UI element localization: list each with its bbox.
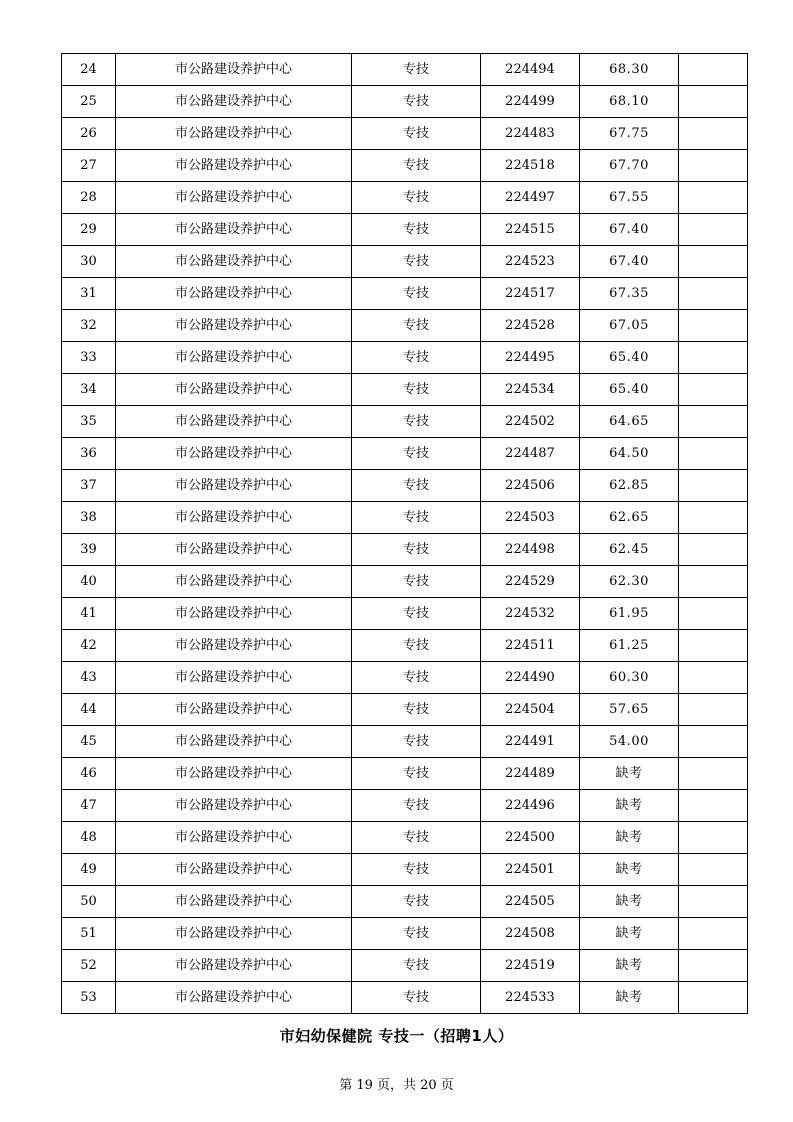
remark-cell [679,374,748,406]
exam-id-cell: 224528 [481,310,580,342]
unit-cell: 市公路建设养护中心 [116,726,352,758]
remark-cell [679,950,748,982]
position-cell: 专技 [352,662,481,694]
remark-cell [679,822,748,854]
score-cell: 57.65 [580,694,679,726]
score-cell: 68.10 [580,86,679,118]
row-number-cell: 53 [62,982,116,1014]
exam-id-cell: 224495 [481,342,580,374]
table-row [62,982,748,1014]
exam-id-cell: 224503 [481,502,580,534]
score-cell: 54.00 [580,726,679,758]
table-row [62,630,748,662]
exam-id-cell: 224483 [481,118,580,150]
row-number-cell: 37 [62,470,116,502]
score-cell: 缺考 [580,918,679,950]
row-number-cell: 38 [62,502,116,534]
remark-cell [679,982,748,1014]
score-cell: 65.40 [580,374,679,406]
exam-id-cell: 224491 [481,726,580,758]
position-cell: 专技 [352,374,481,406]
row-number-cell: 43 [62,662,116,694]
row-number-cell: 46 [62,758,116,790]
position-cell: 专技 [352,694,481,726]
score-cell: 缺考 [580,790,679,822]
position-cell: 专技 [352,790,481,822]
row-number-cell: 25 [62,86,116,118]
remark-cell [679,918,748,950]
score-cell: 67.40 [580,246,679,278]
table-row [62,822,748,854]
exam-id-cell: 224505 [481,886,580,918]
row-number-cell: 34 [62,374,116,406]
score-cell: 60.30 [580,662,679,694]
row-number-cell: 45 [62,726,116,758]
results-table [61,53,748,1014]
table-row [62,310,748,342]
score-cell: 65.40 [580,342,679,374]
remark-cell [679,598,748,630]
remark-cell [679,118,748,150]
row-number-cell: 36 [62,438,116,470]
remark-cell [679,278,748,310]
unit-cell: 市公路建设养护中心 [116,470,352,502]
unit-cell: 市公路建设养护中心 [116,214,352,246]
unit-cell: 市公路建设养护中心 [116,854,352,886]
table-row [62,278,748,310]
remark-cell [679,470,748,502]
unit-cell: 市公路建设养护中心 [116,598,352,630]
unit-cell: 市公路建设养护中心 [116,54,352,86]
unit-cell: 市公路建设养护中心 [116,790,352,822]
row-number-cell: 30 [62,246,116,278]
position-cell: 专技 [352,534,481,566]
score-cell: 68.30 [580,54,679,86]
position-cell: 专技 [352,118,481,150]
unit-cell: 市公路建设养护中心 [116,662,352,694]
remark-cell [679,406,748,438]
unit-cell: 市公路建设养护中心 [116,342,352,374]
table-row [62,374,748,406]
unit-cell: 市公路建设养护中心 [116,502,352,534]
position-cell: 专技 [352,214,481,246]
table-row [62,150,748,182]
position-cell: 专技 [352,54,481,86]
position-cell: 专技 [352,630,481,662]
score-cell: 缺考 [580,758,679,790]
row-number-cell: 42 [62,630,116,662]
position-cell: 专技 [352,886,481,918]
unit-cell: 市公路建设养护中心 [116,406,352,438]
unit-cell: 市公路建设养护中心 [116,630,352,662]
score-cell: 缺考 [580,886,679,918]
exam-id-cell: 224532 [481,598,580,630]
remark-cell [679,726,748,758]
remark-cell [679,662,748,694]
score-cell: 缺考 [580,950,679,982]
remark-cell [679,566,748,598]
remark-cell [679,214,748,246]
score-cell: 62.65 [580,502,679,534]
position-cell: 专技 [352,342,481,374]
score-cell: 62.85 [580,470,679,502]
score-cell: 67.75 [580,118,679,150]
table-row [62,182,748,214]
unit-cell: 市公路建设养护中心 [116,918,352,950]
exam-id-cell: 224498 [481,534,580,566]
row-number-cell: 35 [62,406,116,438]
row-number-cell: 24 [62,54,116,86]
table-row [62,694,748,726]
unit-cell: 市公路建设养护中心 [116,182,352,214]
position-cell: 专技 [352,822,481,854]
row-number-cell: 31 [62,278,116,310]
unit-cell: 市公路建设养护中心 [116,118,352,150]
exam-id-cell: 224511 [481,630,580,662]
exam-id-cell: 224518 [481,150,580,182]
unit-cell: 市公路建设养护中心 [116,310,352,342]
remark-cell [679,630,748,662]
table-row [62,54,748,86]
remark-cell [679,886,748,918]
table-row [62,854,748,886]
row-number-cell: 48 [62,822,116,854]
remark-cell [679,246,748,278]
position-cell: 专技 [352,598,481,630]
unit-cell: 市公路建设养护中心 [116,150,352,182]
remark-cell [679,854,748,886]
row-number-cell: 26 [62,118,116,150]
row-number-cell: 49 [62,854,116,886]
unit-cell: 市公路建设养护中心 [116,950,352,982]
unit-cell: 市公路建设养护中心 [116,822,352,854]
table-row [62,726,748,758]
position-cell: 专技 [352,150,481,182]
score-cell: 64.65 [580,406,679,438]
table-row [62,790,748,822]
table-row [62,214,748,246]
section-caption: 市妇幼保健院 专技一（招聘1人） [279,1027,514,1045]
row-number-cell: 27 [62,150,116,182]
remark-cell [679,502,748,534]
exam-id-cell: 224515 [481,214,580,246]
unit-cell: 市公路建设养护中心 [116,86,352,118]
position-cell: 专技 [352,246,481,278]
remark-cell [679,150,748,182]
score-cell: 缺考 [580,822,679,854]
exam-id-cell: 224508 [481,918,580,950]
exam-id-cell: 224504 [481,694,580,726]
exam-id-cell: 224489 [481,758,580,790]
row-number-cell: 41 [62,598,116,630]
table-row [62,534,748,566]
table-row [62,470,748,502]
exam-id-cell: 224496 [481,790,580,822]
table-row [62,502,748,534]
score-cell: 64.50 [580,438,679,470]
position-cell: 专技 [352,854,481,886]
unit-cell: 市公路建设养护中心 [116,534,352,566]
position-cell: 专技 [352,918,481,950]
position-cell: 专技 [352,726,481,758]
table-row [62,406,748,438]
unit-cell: 市公路建设养护中心 [116,694,352,726]
exam-id-cell: 224519 [481,950,580,982]
row-number-cell: 33 [62,342,116,374]
remark-cell [679,54,748,86]
exam-id-cell: 224523 [481,246,580,278]
unit-cell: 市公路建设养护中心 [116,246,352,278]
score-cell: 61.25 [580,630,679,662]
row-number-cell: 51 [62,918,116,950]
score-cell: 缺考 [580,982,679,1014]
position-cell: 专技 [352,182,481,214]
table-row [62,246,748,278]
exam-id-cell: 224487 [481,438,580,470]
score-cell: 67.05 [580,310,679,342]
table-row [62,886,748,918]
table-row [62,438,748,470]
score-cell: 62.30 [580,566,679,598]
exam-id-cell: 224502 [481,406,580,438]
position-cell: 专技 [352,86,481,118]
position-cell: 专技 [352,310,481,342]
remark-cell [679,342,748,374]
row-number-cell: 32 [62,310,116,342]
row-number-cell: 39 [62,534,116,566]
exam-id-cell: 224534 [481,374,580,406]
table-row [62,86,748,118]
position-cell: 专技 [352,982,481,1014]
row-number-cell: 50 [62,886,116,918]
row-number-cell: 28 [62,182,116,214]
remark-cell [679,534,748,566]
exam-id-cell: 224533 [481,982,580,1014]
exam-id-cell: 224499 [481,86,580,118]
remark-cell [679,790,748,822]
exam-id-cell: 224529 [481,566,580,598]
unit-cell: 市公路建设养护中心 [116,758,352,790]
table-row [62,566,748,598]
score-cell: 67.70 [580,150,679,182]
position-cell: 专技 [352,470,481,502]
row-number-cell: 40 [62,566,116,598]
table-row [62,342,748,374]
position-cell: 专技 [352,950,481,982]
unit-cell: 市公路建设养护中心 [116,278,352,310]
unit-cell: 市公路建设养护中心 [116,886,352,918]
exam-id-cell: 224506 [481,470,580,502]
position-cell: 专技 [352,406,481,438]
score-cell: 67.35 [580,278,679,310]
row-number-cell: 44 [62,694,116,726]
remark-cell [679,438,748,470]
position-cell: 专技 [352,758,481,790]
score-cell: 62.45 [580,534,679,566]
position-cell: 专技 [352,502,481,534]
position-cell: 专技 [352,566,481,598]
remark-cell [679,694,748,726]
table-row [62,598,748,630]
remark-cell [679,758,748,790]
remark-cell [679,86,748,118]
position-cell: 专技 [352,438,481,470]
exam-id-cell: 224501 [481,854,580,886]
table-row [62,118,748,150]
row-number-cell: 47 [62,790,116,822]
exam-id-cell: 224490 [481,662,580,694]
unit-cell: 市公路建设养护中心 [116,982,352,1014]
unit-cell: 市公路建设养护中心 [116,438,352,470]
exam-id-cell: 224497 [481,182,580,214]
remark-cell [679,310,748,342]
table-row [62,758,748,790]
unit-cell: 市公路建设养护中心 [116,566,352,598]
score-cell: 67.55 [580,182,679,214]
exam-id-cell: 224517 [481,278,580,310]
position-cell: 专技 [352,278,481,310]
score-cell: 67.40 [580,214,679,246]
table-row [62,662,748,694]
table-row [62,950,748,982]
remark-cell [679,182,748,214]
results-table-body [62,54,748,1014]
unit-cell: 市公路建设养护中心 [116,374,352,406]
score-cell: 缺考 [580,854,679,886]
table-row [62,918,748,950]
row-number-cell: 29 [62,214,116,246]
exam-id-cell: 224500 [481,822,580,854]
row-number-cell: 52 [62,950,116,982]
score-cell: 61.95 [580,598,679,630]
page-footer: 第 19 页，共 20 页 [339,1078,454,1093]
exam-id-cell: 224494 [481,54,580,86]
